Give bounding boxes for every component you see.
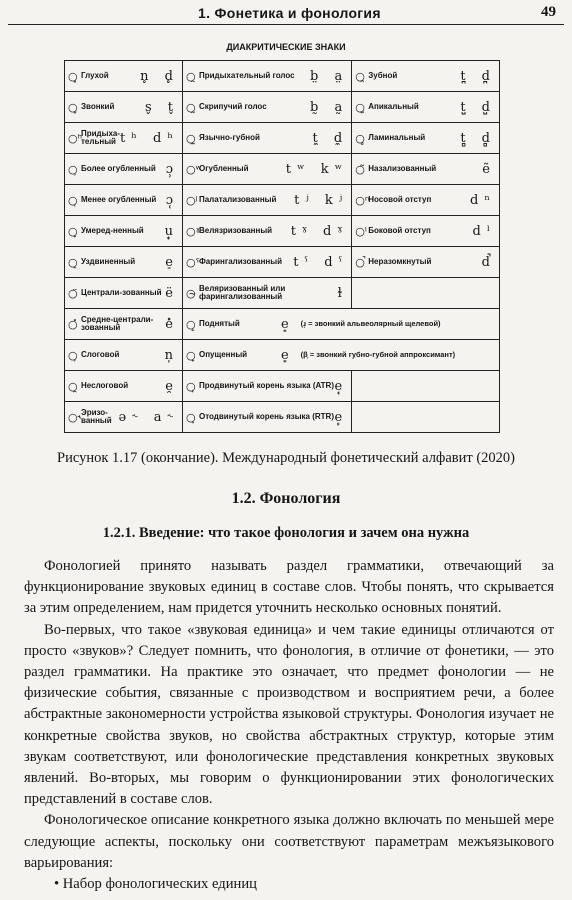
table-row xyxy=(65,309,500,340)
header-rule xyxy=(8,24,564,25)
table-cell xyxy=(65,371,183,402)
example-glyphs: dⁿ xyxy=(470,192,496,208)
bullet-item: • Набор фонологических единиц xyxy=(54,876,257,893)
table-row xyxy=(65,61,500,92)
diacritic-symbol: ○̙ xyxy=(185,410,196,424)
table-cell-empty xyxy=(352,402,500,433)
diacritic-symbol: ○˞ xyxy=(68,410,82,424)
example-glyphs: tʲ kʲ xyxy=(294,192,349,208)
diacritic-label: Менее огубленный xyxy=(81,194,157,204)
example-glyphs: e̞ xyxy=(280,347,295,363)
example-glyphs: ə˞ a˞ xyxy=(118,409,179,425)
table-cell xyxy=(352,123,500,154)
diacritic-symbol: ○ʰ xyxy=(68,131,83,145)
page-number: 49 xyxy=(541,4,556,20)
diacritic-label: Фарингализованный xyxy=(198,256,283,266)
diacritic-label: Веляризованный или фарингализованный xyxy=(198,283,286,301)
table-cell xyxy=(65,309,183,340)
diacritic-symbol: ○ʷ xyxy=(185,162,202,176)
diacritic-label: Эризо-ванный xyxy=(81,407,112,425)
diacritic-symbol: ○̥ xyxy=(68,69,78,83)
diacritic-symbol: ○̚ xyxy=(355,255,365,269)
table-row xyxy=(65,402,500,433)
table-cell xyxy=(182,371,351,402)
table-cell xyxy=(65,216,183,247)
example-glyphs: tʷ kʷ xyxy=(285,161,349,177)
table-cell xyxy=(65,92,183,123)
example-glyphs: t̪ d̪ xyxy=(460,68,496,84)
table-cell-empty xyxy=(352,371,500,402)
diacritic-label: Умеред-ненный xyxy=(81,225,144,235)
diacritic-label: Назализованный xyxy=(368,163,437,173)
diacritic-symbol: ○ʲ xyxy=(185,193,198,207)
diacritic-label: Продвинутый корень языка (ATR) xyxy=(198,380,334,390)
table-cell xyxy=(65,278,183,309)
table-cell xyxy=(182,92,351,123)
diacritic-symbol: ○ˤ xyxy=(185,255,200,269)
table-cell xyxy=(182,185,351,216)
example-glyphs: e̠ xyxy=(165,254,179,270)
example-glyphs: d̚ xyxy=(481,254,496,270)
running-header-title: 1. Фонетика и фонология xyxy=(198,5,381,21)
example-glyphs: n̥ d̥ xyxy=(140,68,179,84)
subsection-title: 1.2.1. Введение: что такое фонология и зачем она нужна xyxy=(102,525,470,541)
table-cell xyxy=(65,185,183,216)
table-cell-empty xyxy=(352,278,500,309)
diacritic-label: Придыхательный голос xyxy=(198,70,295,80)
diacritic-label: Звонкий xyxy=(81,101,115,111)
example-glyphs: n̩ xyxy=(164,347,179,363)
example-glyphs: ɔ̜ xyxy=(165,192,179,208)
table-cell xyxy=(65,340,183,371)
diacritic-label: Централи-зованный xyxy=(81,287,162,297)
example-glyphs: b̤ a̤ xyxy=(310,68,349,84)
table-cell xyxy=(352,216,500,247)
table-cell xyxy=(352,61,500,92)
example-glyphs: dˡ xyxy=(472,223,496,239)
example-glyphs: s̬ t̬ xyxy=(144,99,179,115)
table-cell xyxy=(65,247,183,278)
diacritic-symbol: ○̺ xyxy=(355,100,365,114)
body-text xyxy=(24,556,554,895)
example-glyphs: t̻ d̻ xyxy=(460,130,496,146)
table-cell xyxy=(65,123,183,154)
diacritic-symbol: ○̯ xyxy=(68,379,78,393)
figure-caption: Рисунок 1.17 (окончание). Международный фонетический алфавит (2020) xyxy=(57,450,515,466)
diacritic-label: Более огубленный xyxy=(81,163,156,173)
table-row xyxy=(65,371,500,402)
diacritic-symbol: ○̝ xyxy=(185,317,196,331)
example-glyphs: u̟ xyxy=(164,223,179,239)
example-glyphs: tˠ dˠ xyxy=(290,223,349,239)
diacritics-table xyxy=(64,60,500,433)
diacritic-symbol: ○̤ xyxy=(185,69,196,83)
diacritic-symbol: ○ⁿ xyxy=(355,193,370,207)
example-glyphs: b̰ a̰ xyxy=(310,99,349,115)
diacritic-symbol: ○̼ xyxy=(185,131,196,145)
table-row xyxy=(65,185,500,216)
table-cell xyxy=(65,402,183,433)
diacritic-symbol: ○̃ xyxy=(355,162,365,176)
diacritic-symbol: ○̩ xyxy=(68,348,78,362)
table-row xyxy=(65,278,500,309)
diacritic-symbol: ○̻ xyxy=(355,131,365,145)
table-cell xyxy=(352,185,500,216)
diacritic-symbol: ○ˠ xyxy=(185,224,201,238)
table-row xyxy=(65,123,500,154)
table-row xyxy=(65,247,500,278)
diacritic-symbol: ○̰ xyxy=(185,100,196,114)
diacritic-label: Придыха-тельный xyxy=(81,128,121,146)
diacritic-label: Уздвиненный xyxy=(81,256,136,266)
example-glyphs: e̙ xyxy=(334,409,349,425)
diacritic-label: Боковой отступ xyxy=(368,225,431,235)
example-glyphs: t̼ d̼ xyxy=(312,130,349,146)
table-cell xyxy=(182,247,351,278)
diacritic-label: Опущенный xyxy=(198,349,248,359)
diacritic-label: Ламинальный xyxy=(368,132,426,142)
table-cell xyxy=(352,92,500,123)
diacritic-label: Язычно-губной xyxy=(198,132,260,142)
diacritic-label: Апикальный xyxy=(368,101,419,111)
example-glyphs: e̯ xyxy=(165,378,179,394)
diacritic-label: Неразомкнутый xyxy=(368,256,432,266)
table-cell xyxy=(65,61,183,92)
example-glyphs: ë xyxy=(165,285,179,301)
example-glyphs: ɔ̹ xyxy=(165,161,179,177)
example-glyphs: t̺ d̺ xyxy=(460,99,496,115)
diacritic-symbol: ○̘ xyxy=(185,379,196,393)
table-row xyxy=(65,92,500,123)
example-glyphs: tˤ dˤ xyxy=(293,254,349,270)
diacritic-note: (β̞ = звонкий губно-губной аппроксимант) xyxy=(300,349,456,359)
diacritic-label: Отодвинутый корень языка (RTR) xyxy=(198,411,334,421)
diacritic-symbol: ○̞ xyxy=(185,348,196,362)
paragraph: Фонологическое описание конкретного языка должно включать по меньшей мере следующие аспекты, поскольку они соответствуют параметрам межъязыкового варьирования: xyxy=(24,812,554,871)
diacritic-label: Неслоговой xyxy=(81,380,129,390)
section-title: 1.2. Фонология xyxy=(231,490,341,507)
table-cell xyxy=(182,278,351,309)
diacritic-label: Огубленный xyxy=(198,163,249,173)
diacritic-label: Носовой отступ xyxy=(368,194,432,204)
diacritic-symbol: ○̈ xyxy=(68,286,78,300)
example-glyphs: e̝ xyxy=(280,316,295,332)
diacritic-symbol: ○̟ xyxy=(68,224,78,238)
table-cell xyxy=(182,402,351,433)
example-glyphs: e̽ xyxy=(165,316,179,332)
diacritic-label: Зубной xyxy=(368,70,398,80)
table-row xyxy=(65,216,500,247)
diacritic-symbol: ○̠ xyxy=(68,255,78,269)
table-cell xyxy=(352,154,500,185)
example-glyphs: ẽ xyxy=(482,161,496,177)
diacritic-symbol: ○̬ xyxy=(68,100,78,114)
table-row xyxy=(65,340,500,371)
diacritic-label: Велязризованный xyxy=(198,225,273,235)
table-cell xyxy=(182,154,351,185)
diacritic-label: Скрипучий голос xyxy=(198,101,267,111)
diacritic-label: Поднятый xyxy=(198,318,240,328)
table-cell xyxy=(65,154,183,185)
paragraph: Фонологией принято называть раздел грамматики, отвечающий за функционирование звуковых единиц в составе слов. Чтобы понять, что скрывается за этим определением, нам придется уточнить несколько основных понятий. xyxy=(24,558,554,617)
diacritic-symbol: ○̪ xyxy=(355,69,365,83)
table-cell xyxy=(182,123,351,154)
diacritic-label: Глухой xyxy=(81,70,109,80)
diacritic-label: Средне-централи-зованный xyxy=(81,314,154,332)
diacritic-symbol: ○̜ xyxy=(68,193,78,207)
table-cell-wide xyxy=(182,309,499,340)
example-glyphs: ɫ xyxy=(337,285,349,301)
diacritic-label: Палатализованный xyxy=(198,194,277,204)
diacritic-label: Слоговой xyxy=(81,349,120,359)
running-header xyxy=(0,0,572,26)
paragraph: Во-первых, что такое «звуковая единица» и чем такие единицы отличаются от просто «звуков»? Следует помнить, что фонология, в отличие от фонетики, — это раздел грамматики. На практике это означает, что предмет фонологии — не физические события, связанные с производством и восприятием речи, а более абстрактные закономерности устройства языковой структуры. Фонология изучает не конкретные свойства звуков, но свойства абстрактных структур, которые этим звукам соответствуют, или фонологические представления конкретных звуковых явлений. Во-вторых, мы говорим о функционировании этих фонологических представлений в составе слов. xyxy=(24,621,554,808)
table-cell xyxy=(182,216,351,247)
diacritic-note: (ɹ̝ = звонкий альвеолярный щелевой) xyxy=(300,318,441,328)
example-glyphs: tʰ dʰ xyxy=(120,130,179,146)
table-cell-wide xyxy=(182,340,499,371)
table-cell xyxy=(182,61,351,92)
diacritic-symbol: ○ˡ xyxy=(355,224,367,238)
table-row xyxy=(65,154,500,185)
table-caption: ДИАКРИТИЧЕСКИЕ ЗНАКИ xyxy=(226,42,346,52)
example-glyphs: e̘ xyxy=(334,378,349,394)
diacritic-symbol: ○̴ xyxy=(185,286,196,300)
diacritic-symbol: ○̹ xyxy=(68,162,78,176)
diacritic-symbol: ○̽ xyxy=(68,317,78,331)
table-cell xyxy=(352,247,500,278)
